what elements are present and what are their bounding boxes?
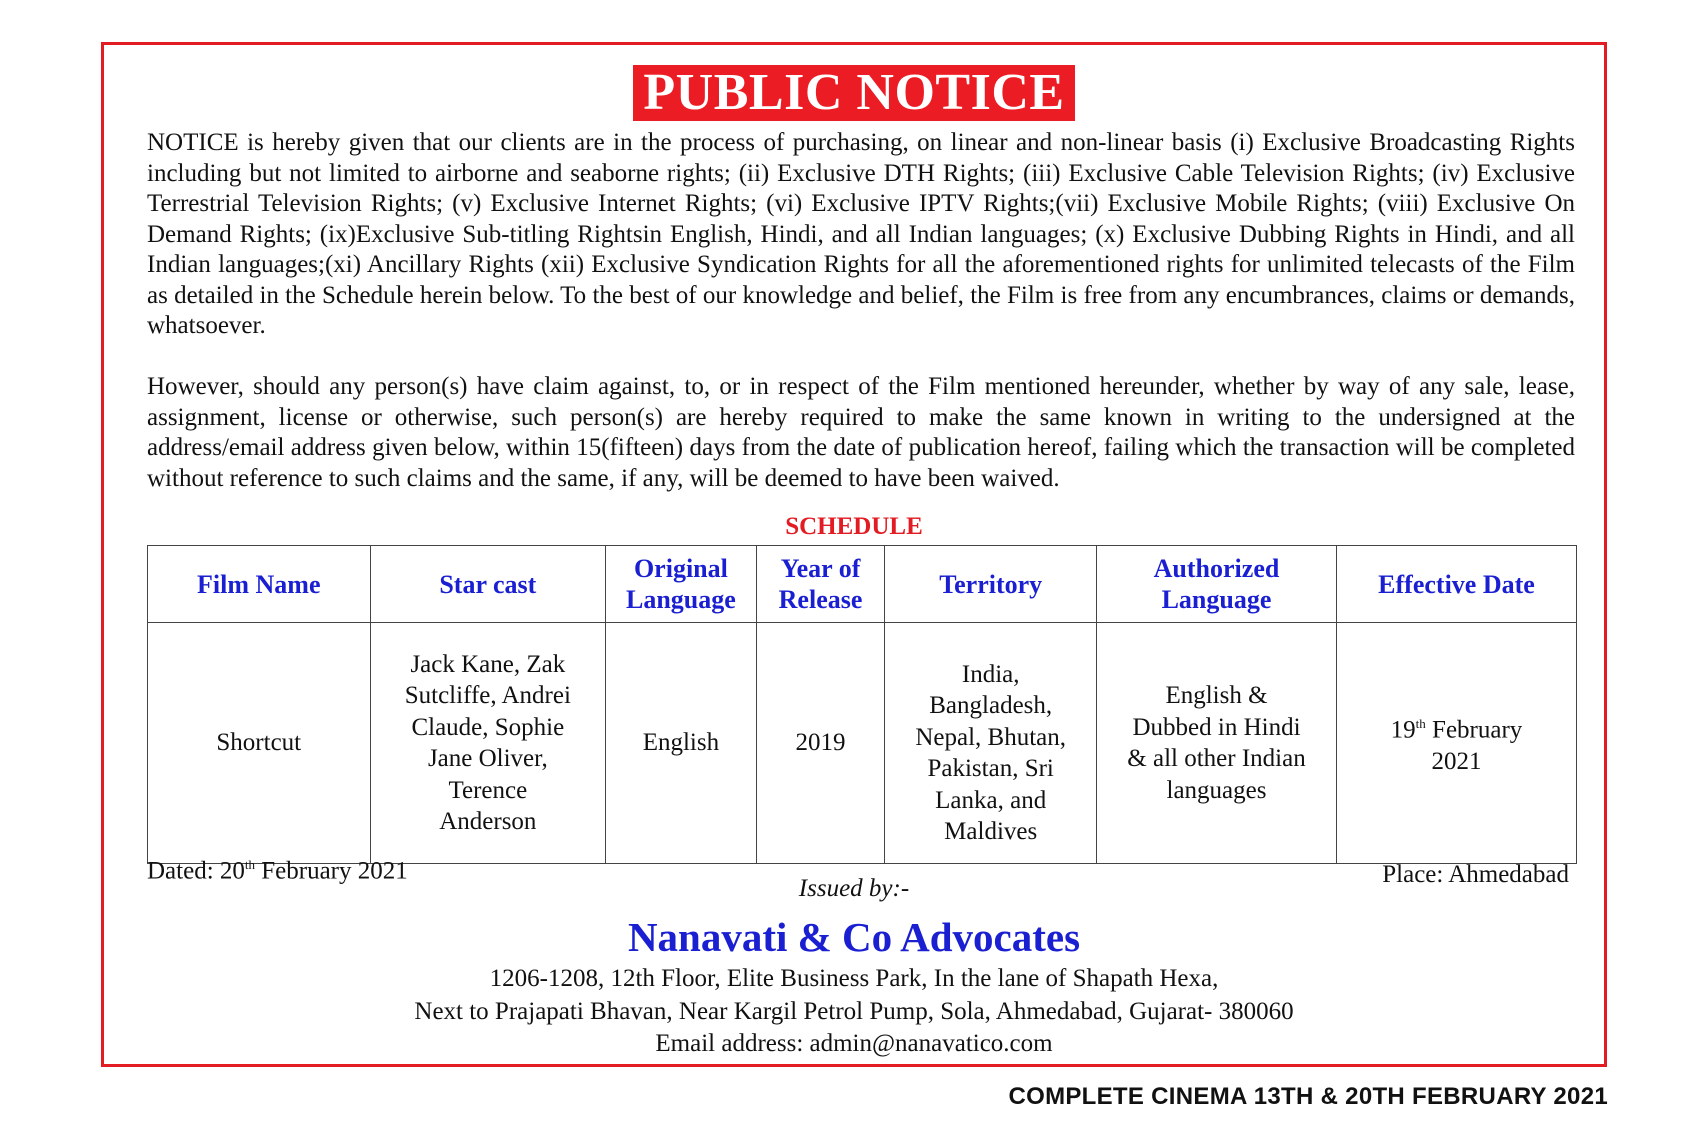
- table-row: [148, 623, 1577, 864]
- territory-line: Nepal, Bhutan,: [915, 723, 1067, 751]
- header-film-name: Film Name: [148, 546, 371, 623]
- header-year-line2: Release: [778, 585, 863, 614]
- header-original-language-line2: Language: [626, 585, 736, 614]
- effective-month: February: [1425, 716, 1523, 744]
- notice-paragraph-1: NOTICE is hereby given that our clients are in the process of purchasing, on linear and non-linear basis (i) Exclusive Broadcasting Rights including but not limited to airborne and seaborne rights; (ii) Exclusive DTH Rights; (iii) Exclusive Cable Television Rights; (iv) Exclusive Terrestrial Television Rights; (v) Exclusive Internet Rights; (vi) Exclusive IPTV Rights;(vii) Exclusive Mobile Rights; (viii) Exclusive On Demand Rights; (ix)Exclusive Sub-titling Rightsin English, Hindi, and all Indian languages; (x) Exclusive Dubbing Rights in Hindi, and all Indian languages;(xi) Ancillary Rights (xii) Exclusive Syndication Rights for all the aforementioned rights for unlimited telecasts of the Film as detailed in the Schedule herein below. To the best of our knowledge and belief, the Film is free from any encumbrances, claims or demands, whatsoever.: [147, 129, 1575, 339]
- header-star-cast: Star cast: [370, 546, 606, 623]
- star-cast-line: Sutcliffe, Andrei: [404, 682, 571, 709]
- header-authorized-line2: Language: [1161, 585, 1272, 614]
- header-effective-date: Effective Date: [1336, 546, 1576, 623]
- authorized-line: languages: [1166, 776, 1267, 804]
- publication-footer: COMPLETE CINEMA 13TH & 20TH FEBRUARY 2021: [1008, 1083, 1608, 1110]
- effective-date-line1: [1343, 708, 1570, 746]
- dated-prefix: Dated: 20: [147, 857, 245, 885]
- territory-line: Pakistan, Sri: [927, 755, 1054, 782]
- cell-star-cast: [370, 623, 606, 864]
- cell-authorized-language: [1097, 623, 1337, 864]
- authorized-line: Dubbed in Hindi: [1132, 713, 1301, 741]
- territory-line: Bangladesh,: [929, 692, 1053, 719]
- star-cast-line: Jack Kane, Zak: [410, 650, 566, 678]
- email-line: Email address: admin@nanavatico.com: [655, 1030, 1053, 1057]
- territory-line: India,: [961, 660, 1020, 688]
- star-cast-line: Claude, Sophie: [411, 713, 565, 741]
- territory-line: Maldives: [944, 818, 1038, 845]
- header-year-of-release: [756, 546, 885, 623]
- cell-effective-date: [1336, 623, 1576, 864]
- header-authorized-language: [1097, 546, 1337, 623]
- effective-year: 2021: [1431, 748, 1482, 776]
- firm-name: Nanavati & Co Advocates: [627, 914, 1081, 960]
- header-authorized-line1: Authorized: [1153, 554, 1280, 583]
- authorized-line: & all other Indian: [1127, 745, 1306, 772]
- authorized-line: English &: [1165, 682, 1268, 709]
- effective-day: 19: [1390, 716, 1416, 744]
- territory-line: Lanka, and: [935, 786, 1047, 814]
- header-original-language-line1: Original: [633, 554, 728, 583]
- cell-year: 2019: [756, 623, 885, 864]
- star-cast-line: Anderson: [439, 808, 537, 835]
- place-line: Place: Ahmedabad: [1382, 861, 1569, 888]
- address-line-2: Next to Prajapati Bhavan, Near Kargil Petrol Pump, Sola, Ahmedabad, Gujarat- 380060: [414, 998, 1294, 1025]
- header-year-line1: Year of: [780, 554, 861, 583]
- dated-suffix: February 2021: [255, 857, 408, 885]
- header-territory: Territory: [885, 546, 1097, 623]
- effective-sup: th: [1415, 716, 1426, 732]
- cell-territory: [885, 623, 1097, 864]
- schedule-title: SCHEDULE: [785, 513, 923, 540]
- star-cast-line: Jane Oliver,: [427, 745, 548, 772]
- title-wrap: [104, 65, 1604, 121]
- header-original-language: [606, 546, 757, 623]
- schedule-table: [147, 545, 1577, 864]
- address-line-1: 1206-1208, 12th Floor, Elite Business Park, In the lane of Shapath Hexa,: [489, 965, 1219, 992]
- notice-title: PUBLIC NOTICE: [633, 65, 1074, 121]
- issued-by: Issued by:-: [798, 875, 910, 902]
- notice-paragraph-2: However, should any person(s) have claim against, to, or in respect of the Film mentioned hereunder, whether by way of any sale, lease, assignment, license or otherwise, such person(s) are hereby required to make the same known in writing to the undersigned at the address/email address given below, within 15(fifteen) days from the date of publication hereof, failing which the transaction will be completed without reference to such claims and the same, if any, will be deemed to have been waived.: [147, 373, 1575, 492]
- notice-frame: [101, 42, 1607, 1067]
- star-cast-line: Terence: [448, 776, 528, 804]
- cell-original-language: English: [606, 623, 757, 864]
- dated-sup: th: [244, 857, 256, 872]
- cell-film-name: Shortcut: [148, 623, 371, 864]
- schedule-header-row: [148, 546, 1577, 623]
